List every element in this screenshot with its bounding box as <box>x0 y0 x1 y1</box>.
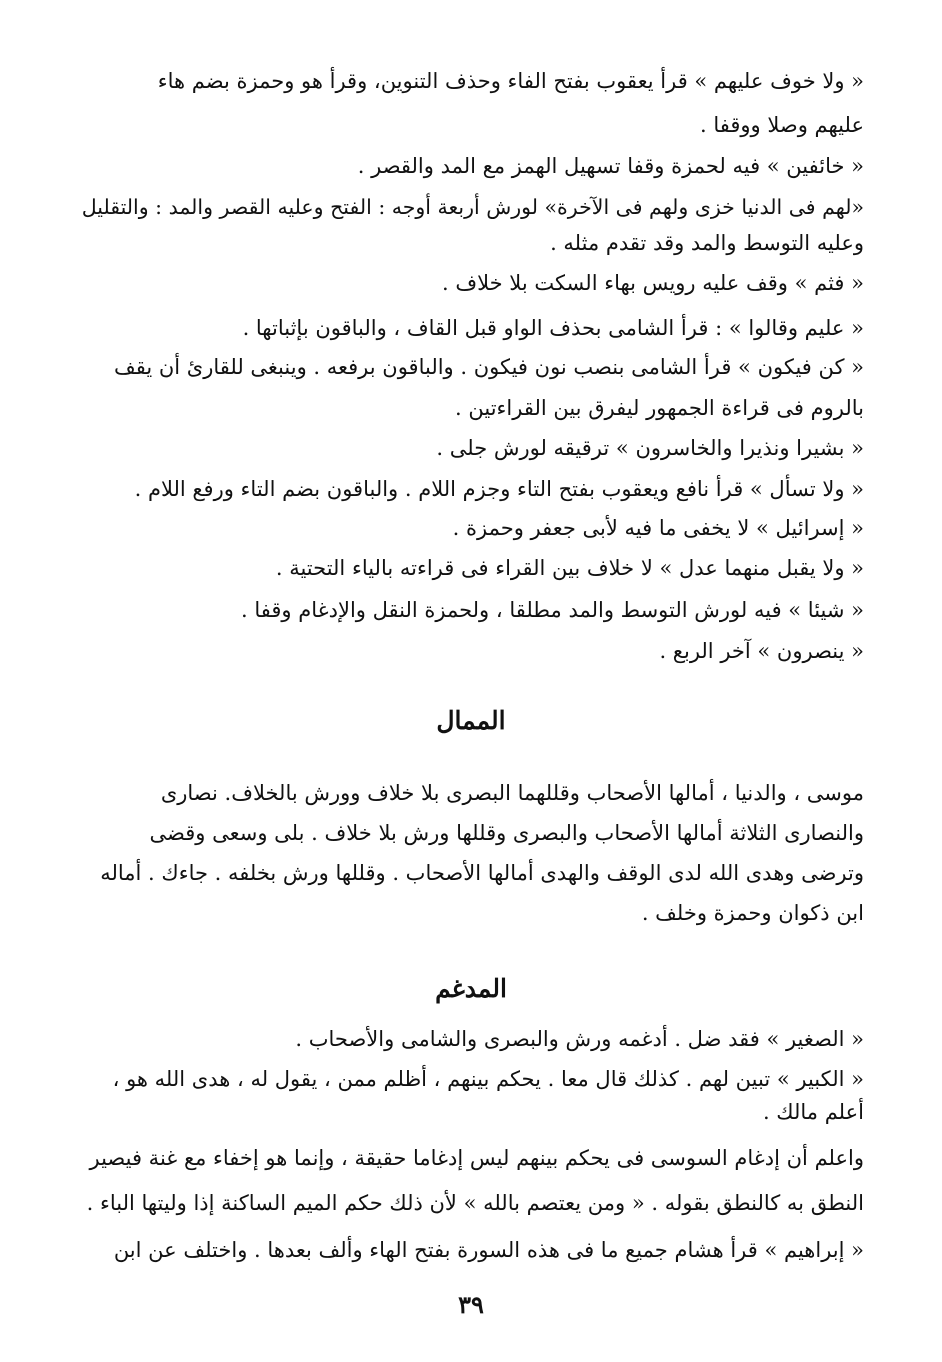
section-heading-mudgham: المدغم <box>435 974 507 1003</box>
text-line: « ولا يقبل منهما عدل » لا خلاف بين القراء فى قراءته بالياء التحتية . <box>275 556 864 580</box>
text-line: وترضى وهدى الله لدى الوقف والهدى أمالها الأصحاب . وقللها ورش بخلفه . جاءك . أماله <box>100 861 864 885</box>
text-line: « خائفين » فيه لحمزة وقفا تسهيل الهمز مع المد والقصر . <box>357 154 864 178</box>
text-line: ابن ذكوان وحمزة وخلف . <box>641 901 864 925</box>
text-line: « عليم وقالوا » : قرأ الشامى بحذف الواو قبل القاف ، والباقون بإثباتها . <box>242 316 864 340</box>
text-line: « ولا خوف عليهم » قرأ يعقوب بفتح الفاء وحذف التنوين، وقرأ هو وحمزة بضم هاء <box>157 69 864 93</box>
text-line: أعلم مالك . <box>762 1100 864 1124</box>
text-line: « الصغير » فقد ضل . أدغمه ورش والبصرى والشامى والأصحاب . <box>295 1027 864 1051</box>
text-line: «لهم فى الدنيا خزى ولهم فى الآخرة» لورش أربعة أوجه : الفتح وعليه القصر والمد : والتقليل <box>81 195 864 219</box>
text-line: « فثم » وقف عليه رويس بهاء السكت بلا خلاف . <box>441 271 864 295</box>
text-line: « الكبير » تبين لهم . كذلك قال معا . يحكم بينهم ، أظلم ممن ، يقول له ، هدى الله هو ، <box>112 1067 864 1091</box>
text-line: « إسرائيل » لا يخفى ما فيه لأبى جعفر وحمزة . <box>452 516 864 540</box>
text-line: « ينصرون » آخر الربع . <box>659 639 864 663</box>
text-line: « شيئا » فيه لورش التوسط والمد مطلقا ، ولحمزة النقل والإدغام وقفا . <box>241 598 864 622</box>
text-line: « إبراهيم » قرأ هشام جميع ما فى هذه السورة بفتح الهاء وألف بعدها . واختلف عن ابن <box>113 1238 864 1262</box>
text-line: بالروم فى قراءة الجمهور ليفرق بين القراءتين . <box>455 396 864 420</box>
text-line: والنصارى الثلاثة أمالها الأصحاب والبصرى وقللها ورش بلا خلاف . بلى وسعى وقضى <box>149 821 864 845</box>
text-line: « ولا تسأل » قرأ نافع ويعقوب بفتح التاء وجزم اللام . والباقون بضم التاء ورفع اللام . <box>134 477 864 501</box>
text-line: « بشيرا ونذيرا والخاسرون » ترقيقه لورش جلى . <box>436 436 864 460</box>
text-line: عليهم وصلا ووقفا . <box>699 113 864 137</box>
text-line: وعليه التوسط والمد وقد تقدم مثله . <box>550 231 864 255</box>
text-line: موسى ، والدنيا ، أمالها الأصحاب وقللهما البصرى بلا خلاف وورش بالخلاف. نصارى <box>160 781 864 805</box>
section-heading-mumal: الممال <box>436 706 506 735</box>
page-number: ٣٩ <box>458 1290 484 1319</box>
text-line: « كن فيكون » قرأ الشامى بنصب نون فيكون . والباقون برفعه . وينبغى للقارئ أن يقف <box>113 355 864 379</box>
text-line: النطق به كالنطق بقوله . « ومن يعتصم بالله » لأن ذلك حكم الميم الساكنة إذا وليتها الباء . <box>86 1191 864 1215</box>
text-line: واعلم أن إدغام السوسى فى يحكم بينهم ليس إدغاما حقيقة ، وإنما هو إخفاء مع غنة فيصير <box>89 1146 864 1170</box>
